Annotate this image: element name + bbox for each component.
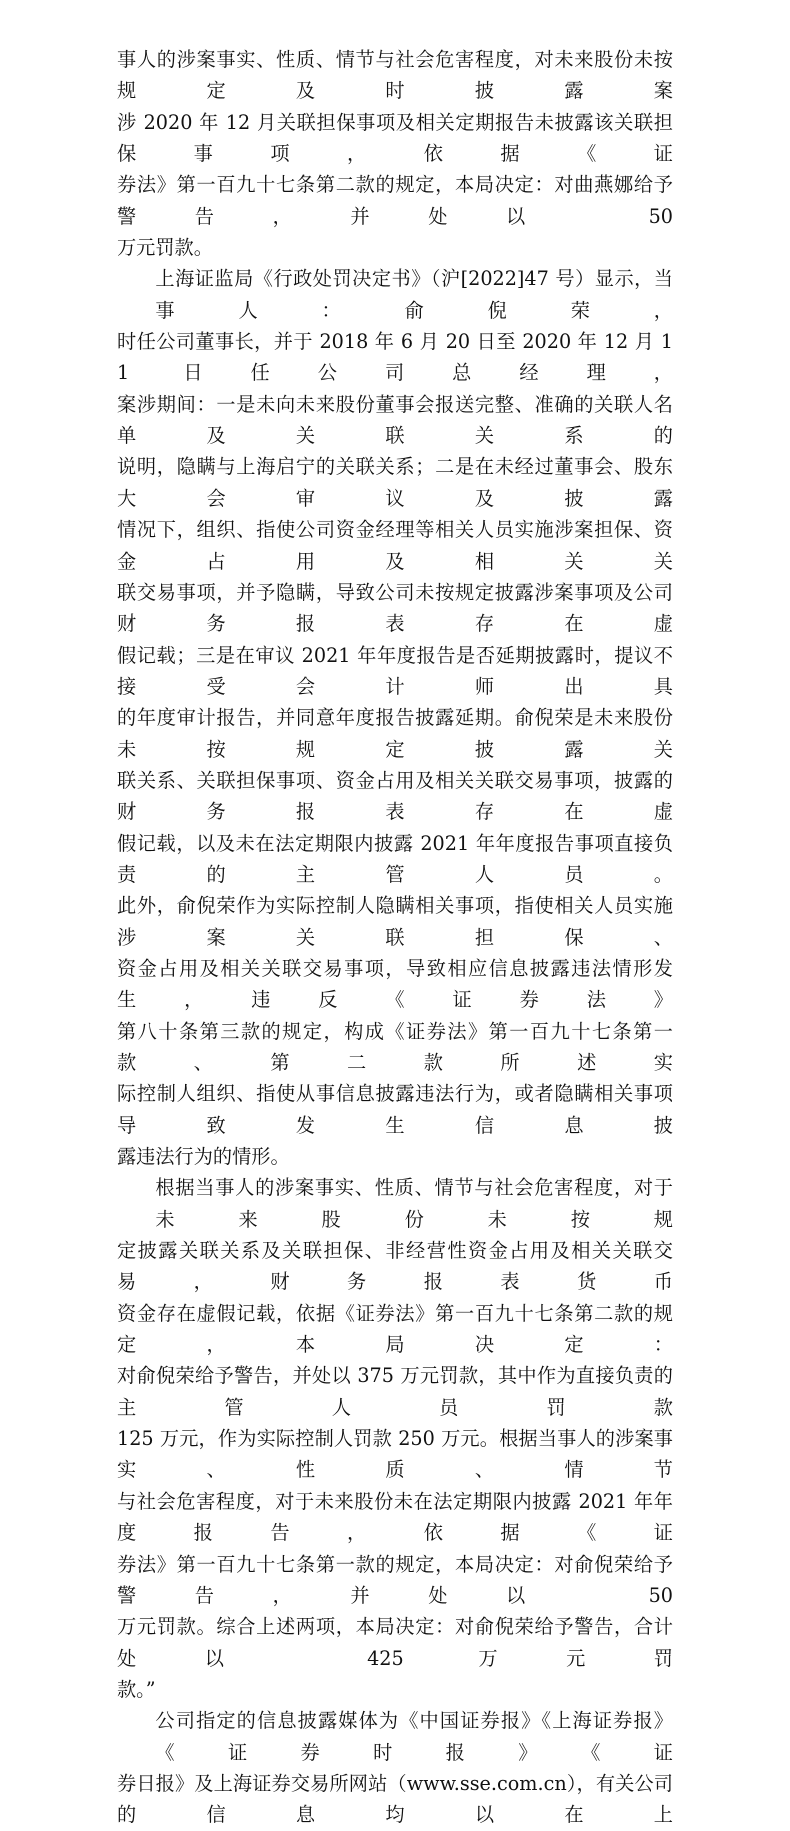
text-line: 上海证监局《行政处罚决定书》（沪[2022]47 号）显示，当事人：俞倪荣， (155, 267, 673, 322)
text-line: 根据当事人的涉案事实、性质、情节与社会危害程度，对于未来股份未按规 (155, 1176, 673, 1231)
text-line: 说明，隐瞒与上海启宁的关联关系；二是在未经过董事会、股东大会审议及披露 (117, 455, 673, 510)
text-line: 事人的涉案事实、性质、情节与社会危害程度，对未来股份未按规定及时披露案 (117, 48, 673, 103)
text-line: 万元罚款。 (117, 236, 213, 260)
text-line: 时任公司董事长，并于 2018 年 6 月 20 日至 2020 年 12 月 11 日任公司总经理， (117, 330, 673, 385)
text-line: 对俞倪荣给予警告，并处以 375 万元罚款，其中作为直接负责的主管人员罚款 (117, 1364, 673, 1419)
text-line: 情况下，组织、指使公司资金经理等相关人员实施涉案担保、资金占用及相关关 (117, 518, 673, 573)
text-line: 联关系、关联担保事项、资金占用及相关关联交易事项，披露的财务报表存在虚 (117, 768, 673, 824)
text-line: 露违法行为的情形。 (117, 1145, 290, 1169)
text-line: 定披露关联关系及关联担保、非经营性资金占用及相关关联交易，财务报表货币 (117, 1239, 673, 1294)
text-line: 公司指定的信息披露媒体为《中国证券报》《上海证券报》《证券时报》《证 (155, 1709, 673, 1764)
text-line: 与社会危害程度，对于未来股份未在法定期限内披露 2021 年年度报告，依据《证 (117, 1489, 673, 1545)
text-line: 涉 2020 年 12 月关联担保事项及相关定期报告未披露该关联担保事项，依据《证 (117, 110, 673, 166)
text-line: 券法》第一百九十七条第一款的规定，本局决定：对俞倪荣给予警告，并处以 50 (117, 1552, 673, 1607)
text-line: 资金占用及相关关联交易事项，导致相应信息披露违法情形发生，违反《证券法》 (117, 956, 673, 1012)
text-line: 联交易事项，并予隐瞒，导致公司未按规定披露涉案事项及公司财务报表存在虚 (117, 580, 673, 636)
text-line: 款。” (117, 1677, 156, 1701)
text-line: 假记载；三是在审议 2021 年年度报告是否延期披露时，提议不接受会计师出具 (117, 643, 673, 698)
paragraph (117, 263, 673, 1172)
text-line: 此外，俞倪荣作为实际控制人隐瞒相关事项，指使相关人员实施涉案关联担保、 (117, 894, 673, 949)
paragraph (117, 1172, 673, 1705)
text-line: 假记载，以及未在法定期限内披露 2021 年年度报告事项直接负责的主管人员。 (117, 831, 673, 886)
text-line: 万元罚款。综合上述两项，本局决定：对俞倪荣给予警告，合计处以 425 万元罚 (117, 1615, 673, 1670)
document-body (117, 44, 673, 1831)
text-line: 券日报》及上海证券交易所网站（www.sse.com.cn），有关公司的信息均以在上 (117, 1771, 673, 1827)
text-line: 第八十条第三款的规定，构成《证券法》第一百九十七条第一款、第二款所述实 (117, 1019, 673, 1074)
text-line: 案涉期间：一是未向未来股份董事会报送完整、准确的关联人名单及关联关系的 (117, 392, 673, 448)
text-line: 125 万元，作为实际控制人罚款 250 万元。根据当事人的涉案事实、性质、情节 (117, 1427, 673, 1482)
text-line: 资金存在虚假记载，依据《证券法》第一百九十七条第二款的规定，本局决定： (117, 1301, 673, 1357)
text-line: 际控制人组织、指使从事信息披露违法行为，或者隐瞒相关事项导致发生信息披 (117, 1082, 673, 1137)
paragraph (117, 1705, 673, 1830)
text-line: 的年度审计报告，并同意年度报告披露延期。俞倪荣是未来股份未按规定披露关 (117, 706, 673, 761)
text-line: 券法》第一百九十七条第二款的规定，本局决定：对曲燕娜给予警告，并处以 50 (117, 173, 673, 228)
paragraph (117, 44, 673, 263)
